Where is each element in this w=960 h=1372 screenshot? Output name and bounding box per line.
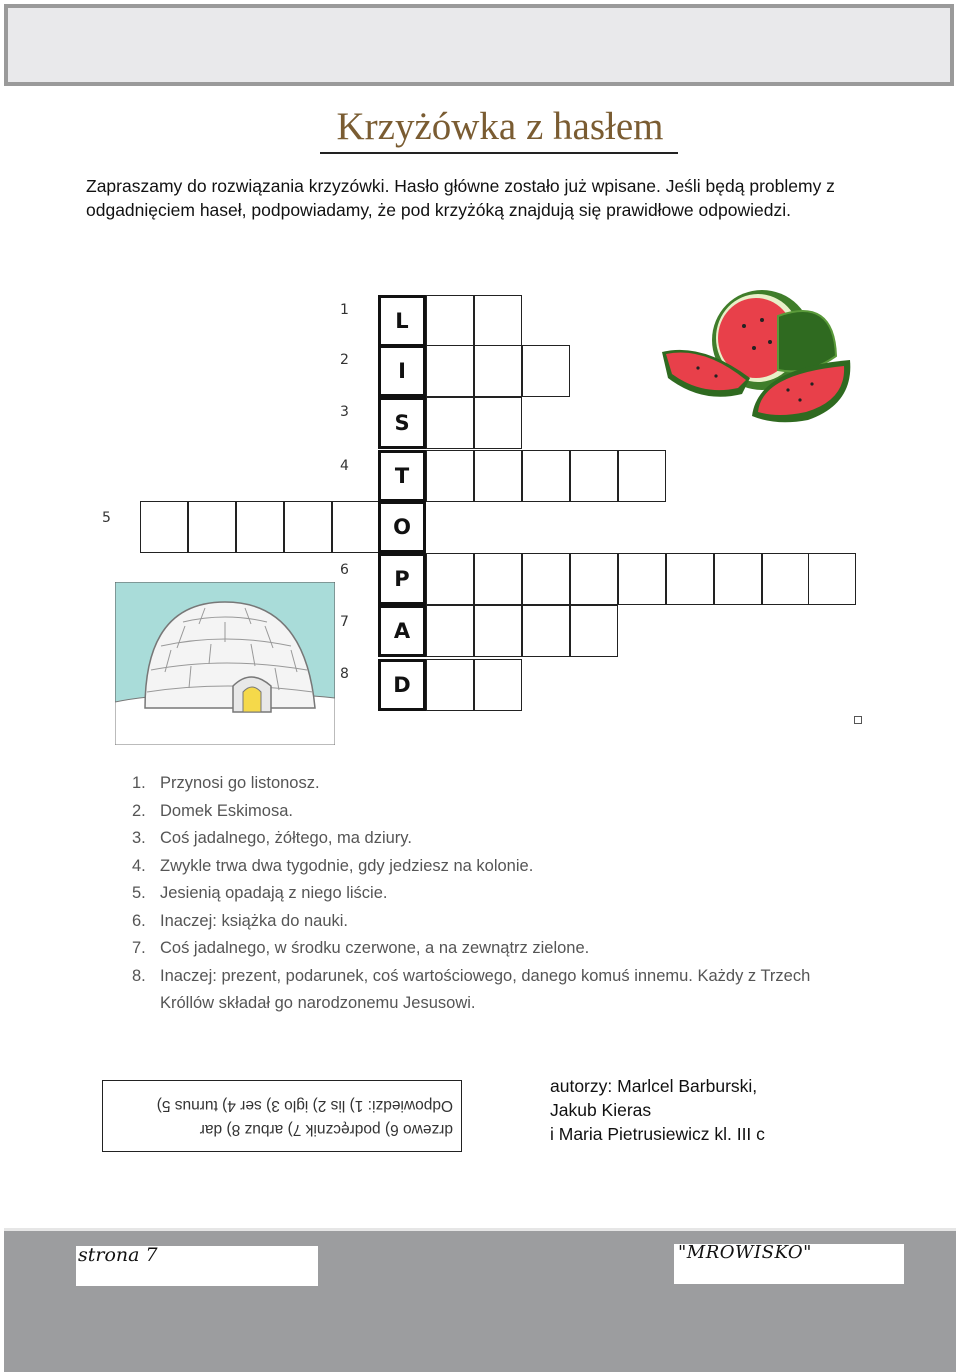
row-number: 8 xyxy=(340,666,349,682)
answers-box xyxy=(102,1080,462,1152)
clue-number: 4. xyxy=(132,856,146,875)
crossword-cell[interactable] xyxy=(188,501,236,553)
keyword-cell[interactable]: A xyxy=(378,605,426,657)
row-number: 3 xyxy=(340,404,349,420)
clue-text: Zwykle trwa dwa tygodnie, gdy jedziesz na kolonie. xyxy=(160,856,534,875)
crossword-cell[interactable] xyxy=(570,450,618,502)
list-item xyxy=(132,853,852,881)
igloo-illustration xyxy=(115,582,335,745)
clue-text: Inaczej: książka do nauki. xyxy=(160,911,349,930)
marker-square xyxy=(854,716,862,724)
answers-line: Odpowiedzi: 1) lis 2) iglo 3) ser 4) turnus 5) xyxy=(156,1097,453,1114)
crossword-cell[interactable] xyxy=(426,450,474,502)
crossword-cell[interactable] xyxy=(522,450,570,502)
crossword-cell[interactable] xyxy=(426,659,474,711)
list-item xyxy=(132,935,852,963)
crossword-cell[interactable] xyxy=(666,553,714,605)
keyword-cell[interactable]: I xyxy=(378,345,426,397)
crossword-cell[interactable] xyxy=(426,605,474,657)
crossword-cell[interactable] xyxy=(570,553,618,605)
crossword-cell[interactable] xyxy=(618,450,666,502)
crossword-cell[interactable] xyxy=(474,553,522,605)
clue-number: 5. xyxy=(132,884,146,902)
watermelon-illustration xyxy=(658,286,854,424)
crossword-cell[interactable] xyxy=(426,295,474,347)
crossword-cell[interactable] xyxy=(522,345,570,397)
intro-text: Zapraszamy do rozwiązania krzyzówki. Hasło główne zostało już wpisane. Jeśli będą problemy z odgadnięciem haseł, podpowiadamy, że pod krzyżóką znajdują się prawidłowe odpowiedzi. xyxy=(86,176,835,220)
clue-text: Coś jadalnego, żółtego, ma dziury. xyxy=(160,829,412,847)
row-number: 2 xyxy=(340,352,349,368)
authors-line: Jakub Kieras xyxy=(550,1100,652,1120)
clue-number: 6. xyxy=(132,911,146,930)
crossword-cell[interactable] xyxy=(426,397,474,449)
keyword-cell[interactable]: D xyxy=(378,659,426,711)
keyword-cell[interactable]: P xyxy=(378,553,426,605)
row-number: 7 xyxy=(340,614,349,630)
crossword-cell[interactable] xyxy=(474,659,522,711)
crossword-cell[interactable] xyxy=(474,397,522,449)
crossword-cell[interactable] xyxy=(618,553,666,605)
crossword-cell[interactable] xyxy=(808,553,856,605)
list-item xyxy=(132,880,852,908)
row-number: 4 xyxy=(340,458,349,474)
answers-line: drzewo 6) podręcznik 7) arbuz 8) dar xyxy=(199,1121,453,1138)
list-item xyxy=(132,798,852,826)
clue-text: Przynosi go listonosz. xyxy=(160,774,320,792)
keyword-cell[interactable]: O xyxy=(378,501,426,553)
page-number: strona 7 xyxy=(78,1244,158,1266)
clue-number: 1. xyxy=(132,774,146,792)
row-number: 6 xyxy=(340,562,349,578)
page-title: Krzyżówka z hasłem xyxy=(336,105,664,148)
clue-number: 8. xyxy=(132,966,146,985)
clue-number: 2. xyxy=(132,801,146,820)
clue-number: 3. xyxy=(132,829,146,847)
crossword-cell[interactable] xyxy=(140,501,188,553)
row-number: 5 xyxy=(102,510,111,526)
header-band xyxy=(4,4,954,86)
authors xyxy=(550,1074,765,1146)
crossword-cell[interactable] xyxy=(762,553,810,605)
crossword-cell[interactable] xyxy=(474,345,522,397)
authors-line: autorzy: Marlcel Barburski, xyxy=(550,1076,758,1096)
crossword-cell[interactable] xyxy=(236,501,284,553)
crossword-cell[interactable] xyxy=(284,501,332,553)
clue-text: Coś jadalnego, w środku czerwone, a na zewnątrz zielone. xyxy=(160,939,590,957)
answers-text xyxy=(113,1093,453,1141)
crossword-cell[interactable] xyxy=(332,501,380,553)
crossword-cell[interactable] xyxy=(426,553,474,605)
clue-text: Domek Eskimosa. xyxy=(160,801,293,820)
list-item xyxy=(132,908,852,936)
keyword-cell[interactable]: T xyxy=(378,450,426,502)
row-number: 1 xyxy=(340,302,349,318)
authors-line: i Maria Pietrusiewicz kl. III c xyxy=(550,1124,765,1144)
crossword-cell[interactable] xyxy=(570,605,618,657)
keyword-cell[interactable]: L xyxy=(378,295,426,347)
crossword-cell[interactable] xyxy=(426,345,474,397)
crossword-cell[interactable] xyxy=(522,553,570,605)
crossword-cell[interactable] xyxy=(714,553,762,605)
keyword-cell[interactable]: S xyxy=(378,397,426,449)
magazine-name: "MROWISKO" xyxy=(678,1242,812,1263)
crossword-cell[interactable] xyxy=(474,605,522,657)
crossword-cell[interactable] xyxy=(522,605,570,657)
list-item xyxy=(132,770,852,798)
list-item xyxy=(132,825,852,853)
clue-text: Jesienią opadają z niego liście. xyxy=(160,884,388,902)
crossword-cell[interactable] xyxy=(474,450,522,502)
clue-text: Inaczej: prezent, podarunek, coś wartościowego, danego komuś innemu. Każdy z Trzech Króllów składał go narodzonemu Jesusowi. xyxy=(160,966,811,1012)
title-underline xyxy=(320,152,678,154)
list-item xyxy=(132,963,852,1018)
clue-number: 7. xyxy=(132,939,146,957)
crossword-cell[interactable] xyxy=(474,295,522,347)
clues-list xyxy=(132,770,852,1018)
